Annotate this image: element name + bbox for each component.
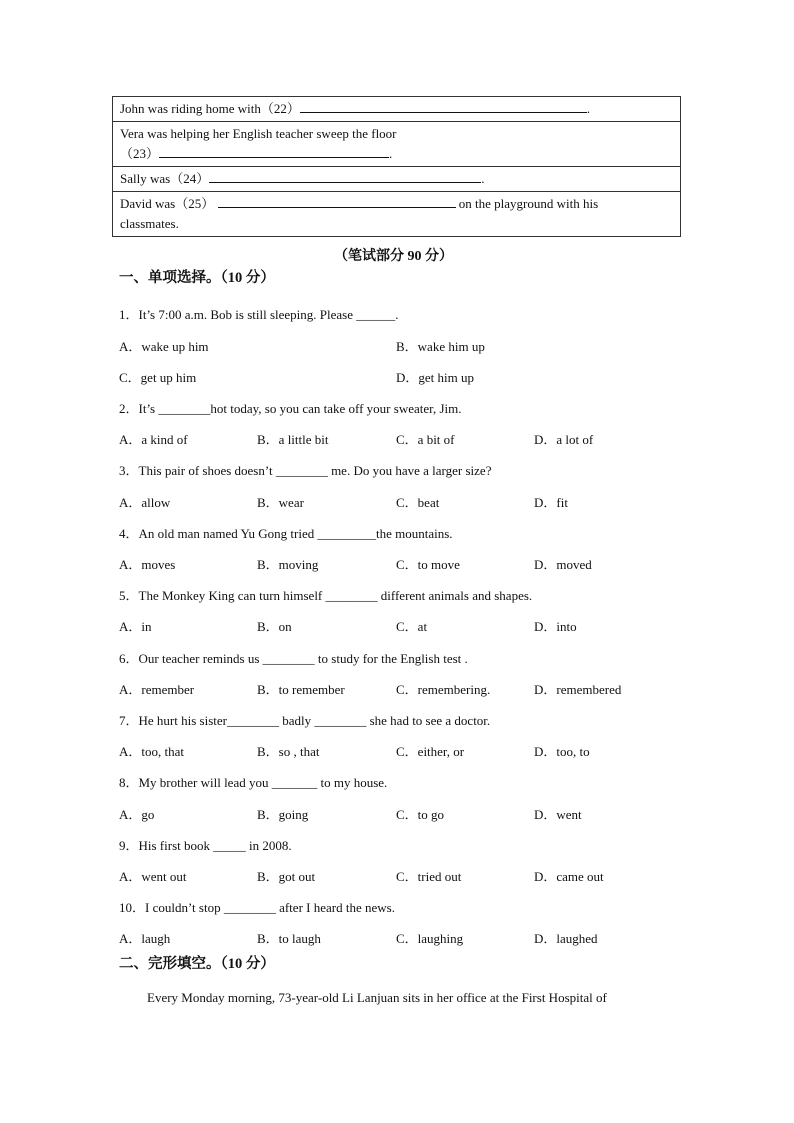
option-b[interactable]: B．so , that [257, 744, 320, 759]
option-b[interactable]: B．to remember [257, 682, 345, 697]
row-text: Sally was（24） [120, 171, 210, 186]
row-text-2: （23） [120, 146, 160, 161]
option-c[interactable]: C．to go [396, 807, 445, 822]
option-a[interactable]: A．allow [119, 495, 171, 510]
table-cell [113, 122, 681, 167]
listening-table [112, 96, 681, 237]
answer-blank[interactable] [209, 169, 481, 183]
question-stem: 7．He hurt his sister________ badly ________ she had to see a doctor. [119, 713, 491, 728]
question-stem: 10．I couldn’t stop ________ after I heard the news. [119, 900, 395, 915]
option-c[interactable]: C．tried out [396, 869, 462, 884]
option-a[interactable]: A．too, that [119, 744, 184, 759]
option-b[interactable]: B．a little bit [257, 432, 329, 447]
option-d[interactable]: D．too, to [534, 744, 590, 759]
option-c[interactable]: C．get up him [119, 370, 197, 385]
option-d[interactable]: D．laughed [534, 931, 598, 946]
row-text: John was riding home with（22） [120, 101, 300, 116]
option-b[interactable]: B．on [257, 619, 292, 634]
option-d[interactable]: D．moved [534, 557, 592, 572]
table-cell [113, 97, 681, 122]
question-stem: 4．An old man named Yu Gong tried _________the mountains. [119, 526, 453, 541]
option-a[interactable]: A．went out [119, 869, 187, 884]
option-b[interactable]: B．going [257, 807, 309, 822]
option-a[interactable]: A．a kind of [119, 432, 188, 447]
option-c[interactable]: C．remembering. [396, 682, 491, 697]
row-tail: . [481, 171, 485, 186]
option-c[interactable]: C．at [396, 619, 428, 634]
option-b[interactable]: B．to laugh [257, 931, 321, 946]
question-stem: 5．The Monkey King can turn himself ________ different animals and shapes. [119, 588, 533, 603]
option-c[interactable]: C．laughing [396, 931, 464, 946]
option-b[interactable]: B．got out [257, 869, 316, 884]
table-cell [113, 167, 681, 192]
option-d[interactable]: D．remembered [534, 682, 622, 697]
table-row [113, 167, 681, 192]
option-a[interactable]: A．remember [119, 682, 195, 697]
option-c[interactable]: C．to move [396, 557, 460, 572]
question-stem: 1．It’s 7:00 a.m. Bob is still sleeping. Please ______. [119, 307, 399, 322]
cloze-passage: Every Monday morning, 73-year-old Li Lanjuan sits in her office at the First Hospital of [147, 990, 607, 1005]
option-a[interactable]: A．go [119, 807, 155, 822]
written-section-title: （笔试部分 90 分） [334, 249, 453, 264]
row-tail: . [389, 146, 393, 161]
question-stem: 3．This pair of shoes doesn’t ________ me. Do you have a larger size? [119, 463, 492, 478]
question-stem: 2．It’s ________hot today, so you can take off your sweater, Jim. [119, 401, 462, 416]
option-c[interactable]: C．a bit of [396, 432, 455, 447]
row-text: David was（25） [120, 196, 215, 211]
option-b[interactable]: B．wear [257, 495, 304, 510]
answer-blank[interactable] [159, 144, 389, 158]
option-d[interactable]: D．fit [534, 495, 568, 510]
answer-blank[interactable] [218, 194, 456, 208]
table-row [113, 122, 681, 167]
row-text: Vera was helping her English teacher sweep the floor [120, 126, 397, 141]
option-d[interactable]: D．a lot of [534, 432, 594, 447]
row-tail: . [586, 101, 591, 116]
table-row [113, 97, 681, 122]
section-heading: 二、完形填空。（10 分） [119, 956, 275, 972]
option-d[interactable]: D．into [534, 619, 577, 634]
option-d[interactable]: D．get him up [396, 370, 474, 385]
option-c[interactable]: C．beat [396, 495, 440, 510]
option-b[interactable]: B．moving [257, 557, 319, 572]
option-a[interactable]: A．laugh [119, 931, 171, 946]
table-cell [113, 192, 681, 237]
option-a[interactable]: A．wake up him [119, 339, 209, 354]
question-stem: 6．Our teacher reminds us ________ to study for the English test . [119, 651, 468, 666]
row-text-2: classmates. [120, 216, 179, 231]
option-d[interactable]: D．came out [534, 869, 604, 884]
answer-blank[interactable] [300, 99, 587, 113]
question-stem: 8．My brother will lead you _______ to my house. [119, 775, 388, 790]
option-c[interactable]: C．either, or [396, 744, 465, 759]
section-heading: 一、单项选择。（10 分） [119, 270, 275, 286]
option-d[interactable]: D．went [534, 807, 582, 822]
table-row [113, 192, 681, 237]
option-a[interactable]: A．moves [119, 557, 176, 572]
question-stem: 9．His first book _____ in 2008. [119, 838, 292, 853]
option-a[interactable]: A．in [119, 619, 152, 634]
row-tail: on the playground with his [455, 196, 599, 211]
option-b[interactable]: B．wake him up [396, 339, 485, 354]
